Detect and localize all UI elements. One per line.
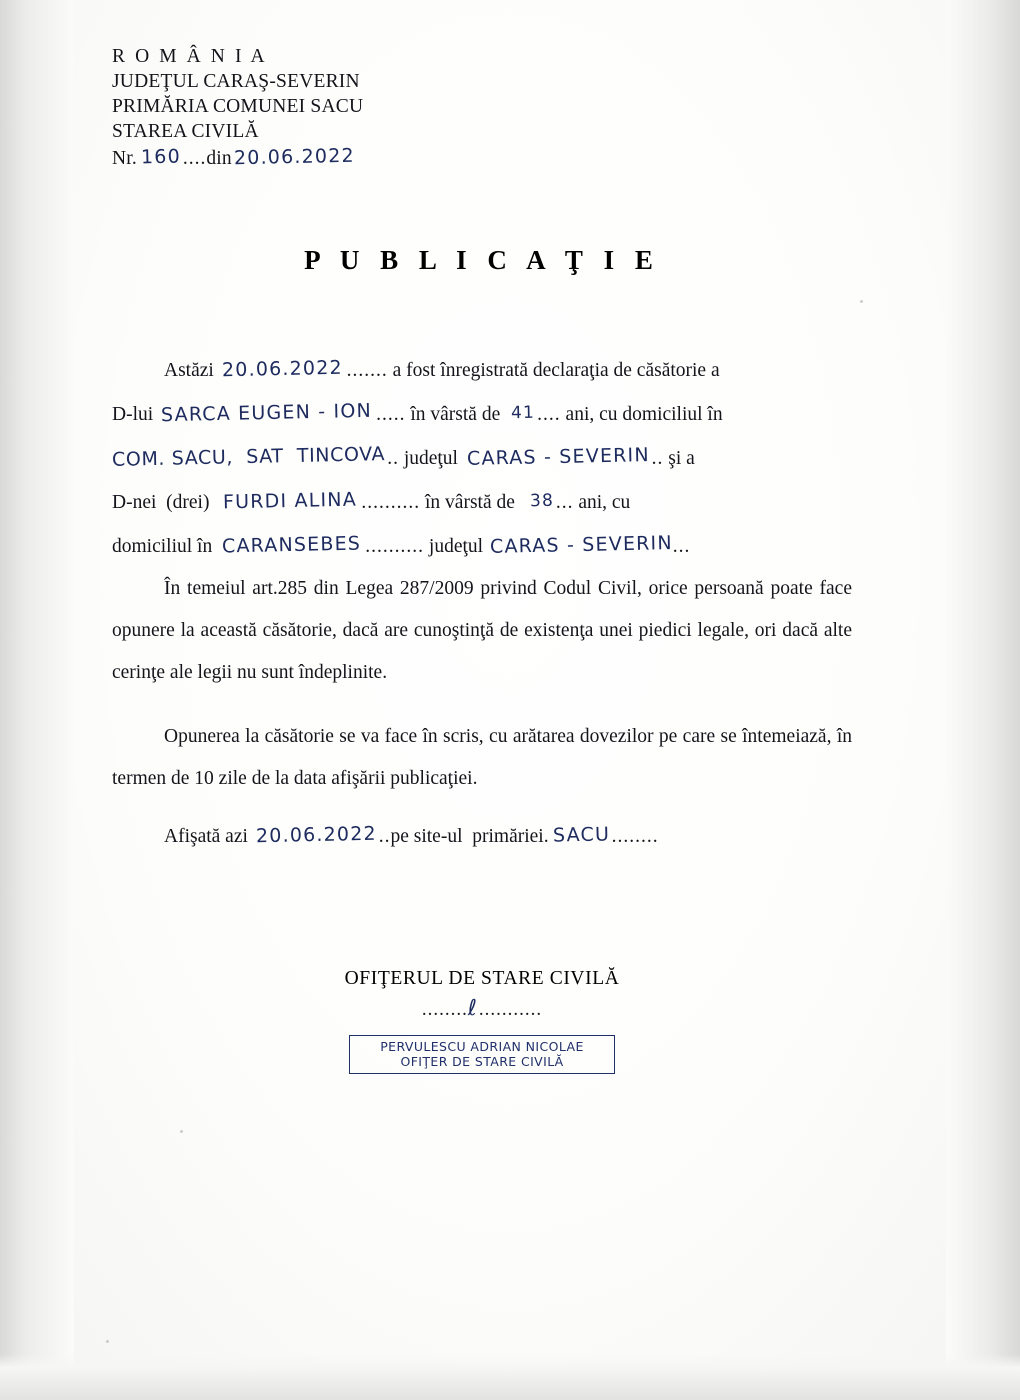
paper-speck — [860, 300, 863, 303]
groom-name-handwritten: SARCA EUGEN - ION — [160, 399, 373, 427]
nr-dots: .... — [182, 148, 207, 169]
officer-stamp — [349, 1035, 615, 1074]
paragraph1-text3: ani, cu domiciliul în — [560, 404, 723, 425]
paragraph1-line1 — [112, 348, 852, 392]
afisata-label: Afişată azi — [164, 826, 248, 847]
county-line: JUDEŢUL CARAŞ-SEVERIN — [112, 71, 360, 92]
dots: ..... — [376, 404, 406, 425]
dots: .......... — [361, 492, 421, 513]
judetul-label: judeţul — [398, 448, 463, 469]
stamp-name: PERVULESCU ADRIAN NICOLAE — [380, 1039, 584, 1054]
paragraph1-text4: şi a — [663, 448, 695, 469]
letterhead — [112, 44, 852, 171]
din-label: din — [206, 148, 232, 169]
bride-name-handwritten: FURDI ALINA — [223, 488, 358, 514]
country-line: R O M Â N I A — [112, 46, 268, 67]
paragraph1-text6: ani, cu — [573, 492, 631, 513]
domiciliul-label: domiciliul în — [112, 536, 213, 557]
paragraph1-line2 — [112, 392, 852, 436]
dlui-label: D-lui — [112, 404, 154, 425]
posting-date-handwritten: 20.06.2022 — [255, 822, 377, 848]
paper-speck — [180, 1130, 183, 1133]
judetul-label-2: judeţul — [424, 536, 488, 557]
paragraph1-line4 — [112, 480, 852, 524]
paragraph1-line3 — [112, 436, 852, 480]
paragraph2-text: În temeiul art.285 din Legea 287/2009 privind Codul Civil, orice persoană poate face opunere la această căsătorie, dacă are cunoştinţă de existenţa unei piedici legale, ori dacă alte cerinţe ale legii nu sunt îndeplinite. — [112, 578, 852, 683]
department-line: STAREA CIVILĂ — [112, 121, 259, 142]
paragraph1-text1: a fost înregistrată declaraţia de căsătorie a — [387, 360, 720, 381]
dots: .... — [537, 404, 561, 425]
astazi-label: Astăzi — [164, 360, 214, 381]
paragraph1-text5: în vârstă de — [420, 492, 520, 513]
din-value-handwritten: 20.06.2022 — [233, 144, 355, 170]
dots: ........ — [611, 826, 659, 847]
officer-role-title: OFIŢERUL DE STARE CIVILĂ — [344, 968, 620, 989]
paragraph3-text: Opunerea la căsătorie se va face în scris, cu arătarea dovezilor pe care se întemeiază, în termen de 10 zile de la data afişării publicaţiei. — [112, 726, 852, 789]
document-body — [112, 348, 852, 858]
dots: .. — [378, 826, 391, 847]
paragraph-opposition — [112, 716, 852, 800]
signature-line — [112, 996, 852, 1021]
document-content — [112, 44, 852, 1074]
stamp-role: OFIŢER DE STARE CIVILĂ — [400, 1054, 564, 1069]
scan-edge-bottom — [0, 1354, 1020, 1400]
groom-county-handwritten: CARAS - SEVERIN — [466, 444, 650, 470]
dots: .. — [387, 448, 399, 469]
paragraph1-line5 — [112, 524, 852, 568]
cityhall-line: PRIMĂRIA COMUNEI SACU — [112, 96, 364, 117]
paragraph1-text2: în vârstă de — [405, 404, 506, 425]
dots: ... — [672, 536, 691, 557]
handwritten-signature: ℓ — [467, 996, 479, 1021]
paragraph-legal-basis — [112, 568, 852, 694]
dots: ... — [555, 492, 574, 513]
paragraph-posting — [112, 814, 852, 858]
bride-age-handwritten: 38 — [529, 490, 555, 512]
paragraph4-text1: pe site-ul primăriei. — [390, 826, 549, 847]
page-title: P U B L I C A Ţ I E — [304, 245, 660, 275]
dots: ........... — [478, 999, 543, 1020]
paper-speck — [106, 1340, 109, 1343]
registration-number-line — [112, 145, 852, 171]
bride-county-handwritten: CARAS - SEVERIN — [489, 532, 673, 558]
bride-address-handwritten: CARANSEBES — [222, 532, 362, 558]
dots: ........ — [421, 999, 468, 1020]
nr-label: Nr. — [112, 148, 137, 169]
nr-value-handwritten: 160 — [140, 145, 182, 169]
dots: .. — [651, 448, 664, 469]
scan-edge-right — [946, 0, 1020, 1400]
dots: .......... — [365, 536, 425, 557]
locality-handwritten: SACU — [552, 823, 610, 847]
scan-edge-left — [0, 0, 74, 1400]
signature-block — [112, 968, 852, 1074]
declaration-date-handwritten: 20.06.2022 — [221, 356, 343, 382]
groom-address-handwritten: COM. SACU, SAT TINCOVA — [111, 443, 386, 471]
dots: ....... — [346, 360, 388, 381]
groom-age-handwritten: 41 — [510, 402, 536, 424]
dnei-label: D-nei (drei) — [112, 492, 210, 513]
